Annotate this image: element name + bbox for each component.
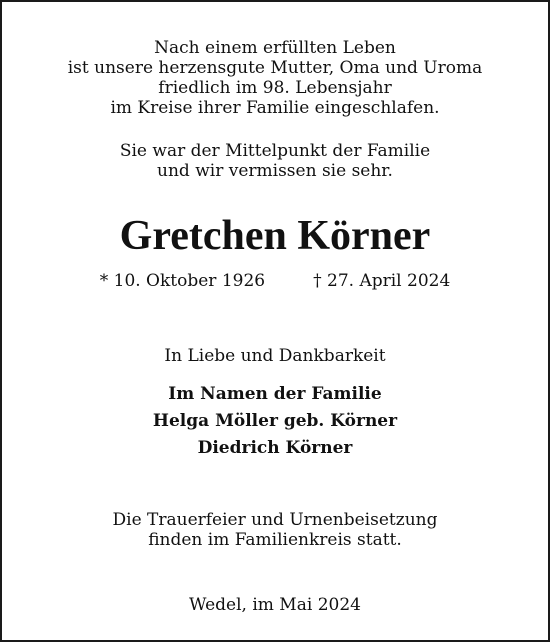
remembrance-text: [2, 141, 548, 181]
remembrance-line: Sie war der Mittelpunkt der Familie: [119, 141, 431, 161]
intro-line: ist unsere herzensgute Mutter, Oma und Uroma: [67, 58, 483, 78]
family-line: Im Namen der Familie: [168, 384, 382, 404]
intro-text: [2, 38, 548, 118]
funeral-line: Die Trauerfeier und Urnenbeisetzung: [112, 510, 438, 530]
intro-line: im Kreise ihrer Familie eingeschlafen.: [110, 98, 440, 118]
deceased-name: Gretchen Körner: [119, 213, 431, 259]
thanks-line: In Liebe und Dankbarkeit: [164, 346, 386, 366]
remembrance-line: und wir vermissen sie sehr.: [157, 161, 393, 181]
intro-line: Nach einem erfüllten Leben: [154, 38, 396, 58]
family-member: Helga Möller geb. Körner: [152, 411, 398, 431]
family-signatures: [2, 381, 548, 462]
funeral-line: finden im Familienkreis statt.: [148, 530, 402, 550]
family-member: Diedrich Körner: [197, 438, 353, 458]
life-dates: [2, 270, 548, 292]
place-and-date: Wedel, im Mai 2024: [189, 595, 361, 615]
death-date: † 27. April 2024: [313, 271, 451, 291]
birth-date: * 10. Oktober 1926: [99, 271, 266, 291]
funeral-info: [2, 510, 548, 550]
intro-line: friedlich im 98. Lebensjahr: [158, 78, 392, 98]
